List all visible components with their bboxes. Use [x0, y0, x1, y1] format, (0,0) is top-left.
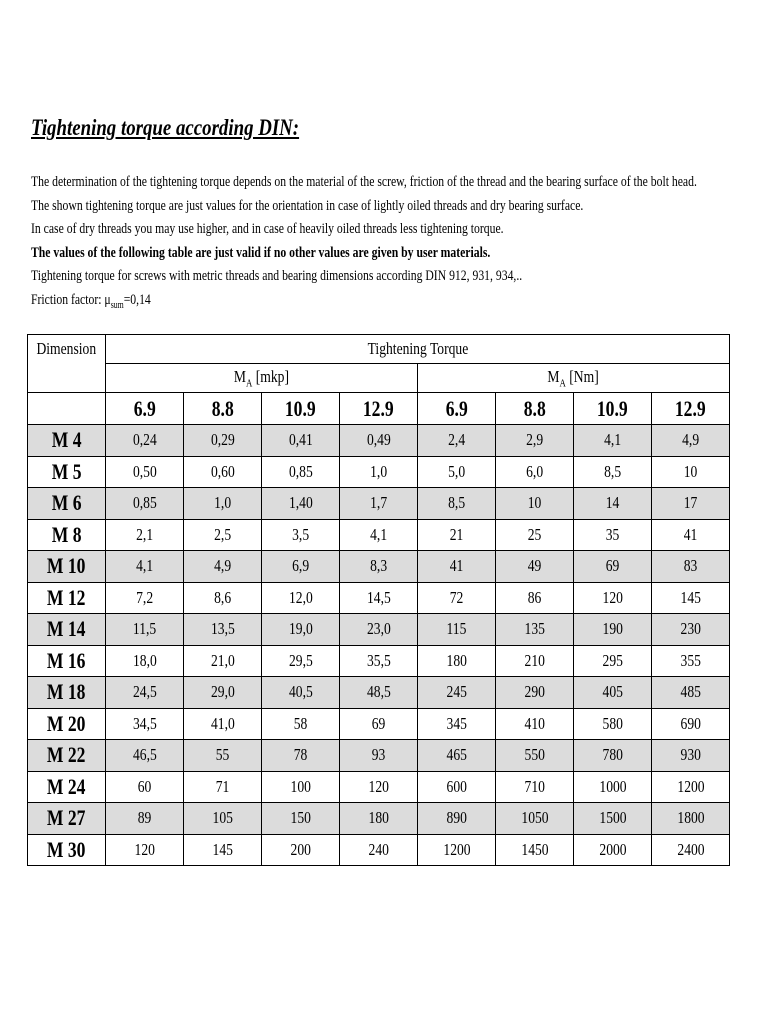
grade-header: 8.8 — [496, 393, 574, 425]
torque-value-cell: 21 — [418, 519, 496, 551]
dimension-cell: M 27 — [28, 803, 106, 835]
torque-value-cell: 1450 — [496, 834, 574, 866]
torque-value-cell: 10 — [652, 456, 730, 488]
grade-header: 8.8 — [184, 393, 262, 425]
torque-value-cell: 2,4 — [418, 425, 496, 457]
table-row — [28, 519, 730, 551]
torque-value-cell: 1,7 — [340, 488, 418, 520]
torque-value-cell: 40,5 — [262, 677, 340, 709]
table-row — [28, 488, 730, 520]
torque-value-cell: 1,40 — [262, 488, 340, 520]
torque-value-cell: 21,0 — [184, 645, 262, 677]
torque-value-cell: 100 — [262, 771, 340, 803]
dimension-cell: M 12 — [28, 582, 106, 614]
torque-value-cell: 8,5 — [418, 488, 496, 520]
torque-value-cell: 485 — [652, 677, 730, 709]
torque-value-cell: 580 — [574, 708, 652, 740]
torque-value-cell: 78 — [262, 740, 340, 772]
torque-value-cell: 405 — [574, 677, 652, 709]
torque-value-cell: 13,5 — [184, 614, 262, 646]
torque-value-cell: 0,50 — [106, 456, 184, 488]
dimension-cell: M 4 — [28, 425, 106, 457]
torque-value-cell: 200 — [262, 834, 340, 866]
intro-line: The shown tightening torque are just values for the orientation in case of lightly oiled threads and dry bearing surface. — [31, 197, 584, 214]
table-row — [28, 740, 730, 772]
document-title: Tightening torque according DIN: — [31, 115, 300, 140]
torque-value-cell: 4,9 — [652, 425, 730, 457]
torque-value-cell: 780 — [574, 740, 652, 772]
torque-value-cell: 4,1 — [340, 519, 418, 551]
torque-value-cell: 240 — [340, 834, 418, 866]
torque-value-cell: 2,5 — [184, 519, 262, 551]
torque-value-cell: 89 — [106, 803, 184, 835]
torque-value-cell: 930 — [652, 740, 730, 772]
torque-value-cell: 0,60 — [184, 456, 262, 488]
torque-value-cell: 8,3 — [340, 551, 418, 583]
torque-value-cell: 290 — [496, 677, 574, 709]
torque-value-cell: 7,2 — [106, 582, 184, 614]
dimension-cell: M 16 — [28, 645, 106, 677]
torque-value-cell: 72 — [418, 582, 496, 614]
torque-value-cell: 550 — [496, 740, 574, 772]
tightening-torque-header: Tightening Torque — [106, 335, 730, 364]
table-row — [28, 834, 730, 866]
grade-row — [28, 393, 730, 425]
torque-value-cell: 60 — [106, 771, 184, 803]
dimension-cell: M 6 — [28, 488, 106, 520]
intro-line: In case of dry threads you may use higher, and in case of heavily oiled threads less tightening torque. — [31, 221, 504, 237]
torque-value-cell: 17 — [652, 488, 730, 520]
torque-value-cell: 14 — [574, 488, 652, 520]
torque-value-cell: 0,29 — [184, 425, 262, 457]
torque-value-cell: 8,5 — [574, 456, 652, 488]
torque-value-cell: 4,9 — [184, 551, 262, 583]
torque-value-cell: 245 — [418, 677, 496, 709]
torque-value-cell: 190 — [574, 614, 652, 646]
table-row — [28, 803, 730, 835]
intro-line: The determination of the tightening torque depends on the material of the screw, friction of the thread and the bearing surface of the bolt head. — [31, 174, 697, 190]
table-row — [28, 708, 730, 740]
torque-value-cell: 1800 — [652, 803, 730, 835]
dimension-cell: M 20 — [28, 708, 106, 740]
torque-value-cell: 19,0 — [262, 614, 340, 646]
table-row — [28, 645, 730, 677]
torque-value-cell: 120 — [574, 582, 652, 614]
torque-value-cell: 25 — [496, 519, 574, 551]
torque-value-cell: 69 — [574, 551, 652, 583]
torque-value-cell: 230 — [652, 614, 730, 646]
torque-value-cell: 49 — [496, 551, 574, 583]
torque-value-cell: 41 — [418, 551, 496, 583]
torque-value-cell: 41 — [652, 519, 730, 551]
torque-value-cell: 8,6 — [184, 582, 262, 614]
grade-header: 6.9 — [418, 393, 496, 425]
grade-header: 6.9 — [106, 393, 184, 425]
torque-value-cell: 0,49 — [340, 425, 418, 457]
grade-header: 12.9 — [340, 393, 418, 425]
grade-header: 12.9 — [652, 393, 730, 425]
torque-value-cell: 11,5 — [106, 614, 184, 646]
torque-value-cell: 1,0 — [184, 488, 262, 520]
torque-value-cell: 29,5 — [262, 645, 340, 677]
torque-value-cell: 18,0 — [106, 645, 184, 677]
torque-value-cell: 23,0 — [340, 614, 418, 646]
torque-value-cell: 2400 — [652, 834, 730, 866]
torque-value-cell: 180 — [340, 803, 418, 835]
table-row — [28, 614, 730, 646]
torque-value-cell: 2,9 — [496, 425, 574, 457]
dimension-cell: M 24 — [28, 771, 106, 803]
torque-value-cell: 93 — [340, 740, 418, 772]
torque-value-cell: 0,85 — [106, 488, 184, 520]
torque-value-cell: 105 — [184, 803, 262, 835]
dimension-cell: M 18 — [28, 677, 106, 709]
dimension-cell: M 22 — [28, 740, 106, 772]
table-body — [28, 425, 730, 866]
torque-value-cell: 150 — [262, 803, 340, 835]
torque-value-cell: 115 — [418, 614, 496, 646]
torque-value-cell: 355 — [652, 645, 730, 677]
table-row — [28, 771, 730, 803]
torque-value-cell: 180 — [418, 645, 496, 677]
torque-value-cell: 35,5 — [340, 645, 418, 677]
torque-value-cell: 295 — [574, 645, 652, 677]
torque-value-cell: 3,5 — [262, 519, 340, 551]
torque-value-cell: 1200 — [652, 771, 730, 803]
torque-value-cell: 34,5 — [106, 708, 184, 740]
torque-value-cell: 46,5 — [106, 740, 184, 772]
torque-value-cell: 145 — [184, 834, 262, 866]
torque-value-cell: 83 — [652, 551, 730, 583]
table-row — [28, 425, 730, 457]
dimension-cell: M 14 — [28, 614, 106, 646]
torque-value-cell: 690 — [652, 708, 730, 740]
table-row — [28, 677, 730, 709]
torque-value-cell: 410 — [496, 708, 574, 740]
torque-value-cell: 29,0 — [184, 677, 262, 709]
validity-note: The values of the following table are just valid if no other values are given by user materials. — [31, 244, 491, 261]
torque-value-cell: 890 — [418, 803, 496, 835]
torque-value-cell: 345 — [418, 708, 496, 740]
friction-factor — [31, 289, 702, 318]
torque-value-cell: 120 — [106, 834, 184, 866]
dimension-cell: M 30 — [28, 834, 106, 866]
intro-text — [31, 171, 702, 317]
friction-value: =0,14 — [123, 291, 151, 308]
torque-value-cell: 4,1 — [574, 425, 652, 457]
torque-value-cell: 0,41 — [262, 425, 340, 457]
torque-value-cell: 6,0 — [496, 456, 574, 488]
dimension-header: Dimension — [28, 335, 106, 393]
torque-value-cell: 120 — [340, 771, 418, 803]
unit-nm-header: $M_A$ [Nm] — [418, 364, 730, 393]
torque-value-cell: 71 — [184, 771, 262, 803]
dimension-cell: M 5 — [28, 456, 106, 488]
dimension-cell: M 10 — [28, 551, 106, 583]
torque-value-cell: 2,1 — [106, 519, 184, 551]
table-row — [28, 551, 730, 583]
torque-value-cell: 1200 — [418, 834, 496, 866]
torque-value-cell: 69 — [340, 708, 418, 740]
grade-blank-cell — [28, 393, 106, 425]
torque-table-wrapper — [27, 334, 730, 866]
grade-header: 10.9 — [262, 393, 340, 425]
friction-subscript: sum — [110, 299, 124, 311]
torque-value-cell: 1,0 — [340, 456, 418, 488]
dimension-cell: M 8 — [28, 519, 106, 551]
torque-value-cell: 5,0 — [418, 456, 496, 488]
torque-value-cell: 710 — [496, 771, 574, 803]
torque-value-cell: 465 — [418, 740, 496, 772]
friction-label: Friction factor: μ — [31, 291, 111, 308]
torque-value-cell: 135 — [496, 614, 574, 646]
table-row — [28, 456, 730, 488]
table-row — [28, 582, 730, 614]
torque-value-cell: 145 — [652, 582, 730, 614]
torque-value-cell: 86 — [496, 582, 574, 614]
torque-table — [27, 334, 730, 866]
torque-value-cell: 24,5 — [106, 677, 184, 709]
torque-value-cell: 1000 — [574, 771, 652, 803]
torque-value-cell: 0,24 — [106, 425, 184, 457]
torque-value-cell: 0,85 — [262, 456, 340, 488]
torque-value-cell: 12,0 — [262, 582, 340, 614]
torque-value-cell: 4,1 — [106, 551, 184, 583]
torque-value-cell: 35 — [574, 519, 652, 551]
torque-value-cell: 600 — [418, 771, 496, 803]
torque-value-cell: 6,9 — [262, 551, 340, 583]
unit-mkp-header: $M_A$ [mkp] — [106, 364, 418, 393]
torque-value-cell: 2000 — [574, 834, 652, 866]
torque-value-cell: 1050 — [496, 803, 574, 835]
torque-value-cell: 41,0 — [184, 708, 262, 740]
din-note: Tightening torque for screws with metric threads and bearing dimensions according DIN 912, 931, 934,.. — [31, 268, 523, 284]
torque-value-cell: 1500 — [574, 803, 652, 835]
torque-value-cell: 48,5 — [340, 677, 418, 709]
torque-value-cell: 10 — [496, 488, 574, 520]
torque-value-cell: 55 — [184, 740, 262, 772]
torque-value-cell: 14,5 — [340, 582, 418, 614]
grade-header: 10.9 — [574, 393, 652, 425]
torque-value-cell: 58 — [262, 708, 340, 740]
torque-value-cell: 210 — [496, 645, 574, 677]
